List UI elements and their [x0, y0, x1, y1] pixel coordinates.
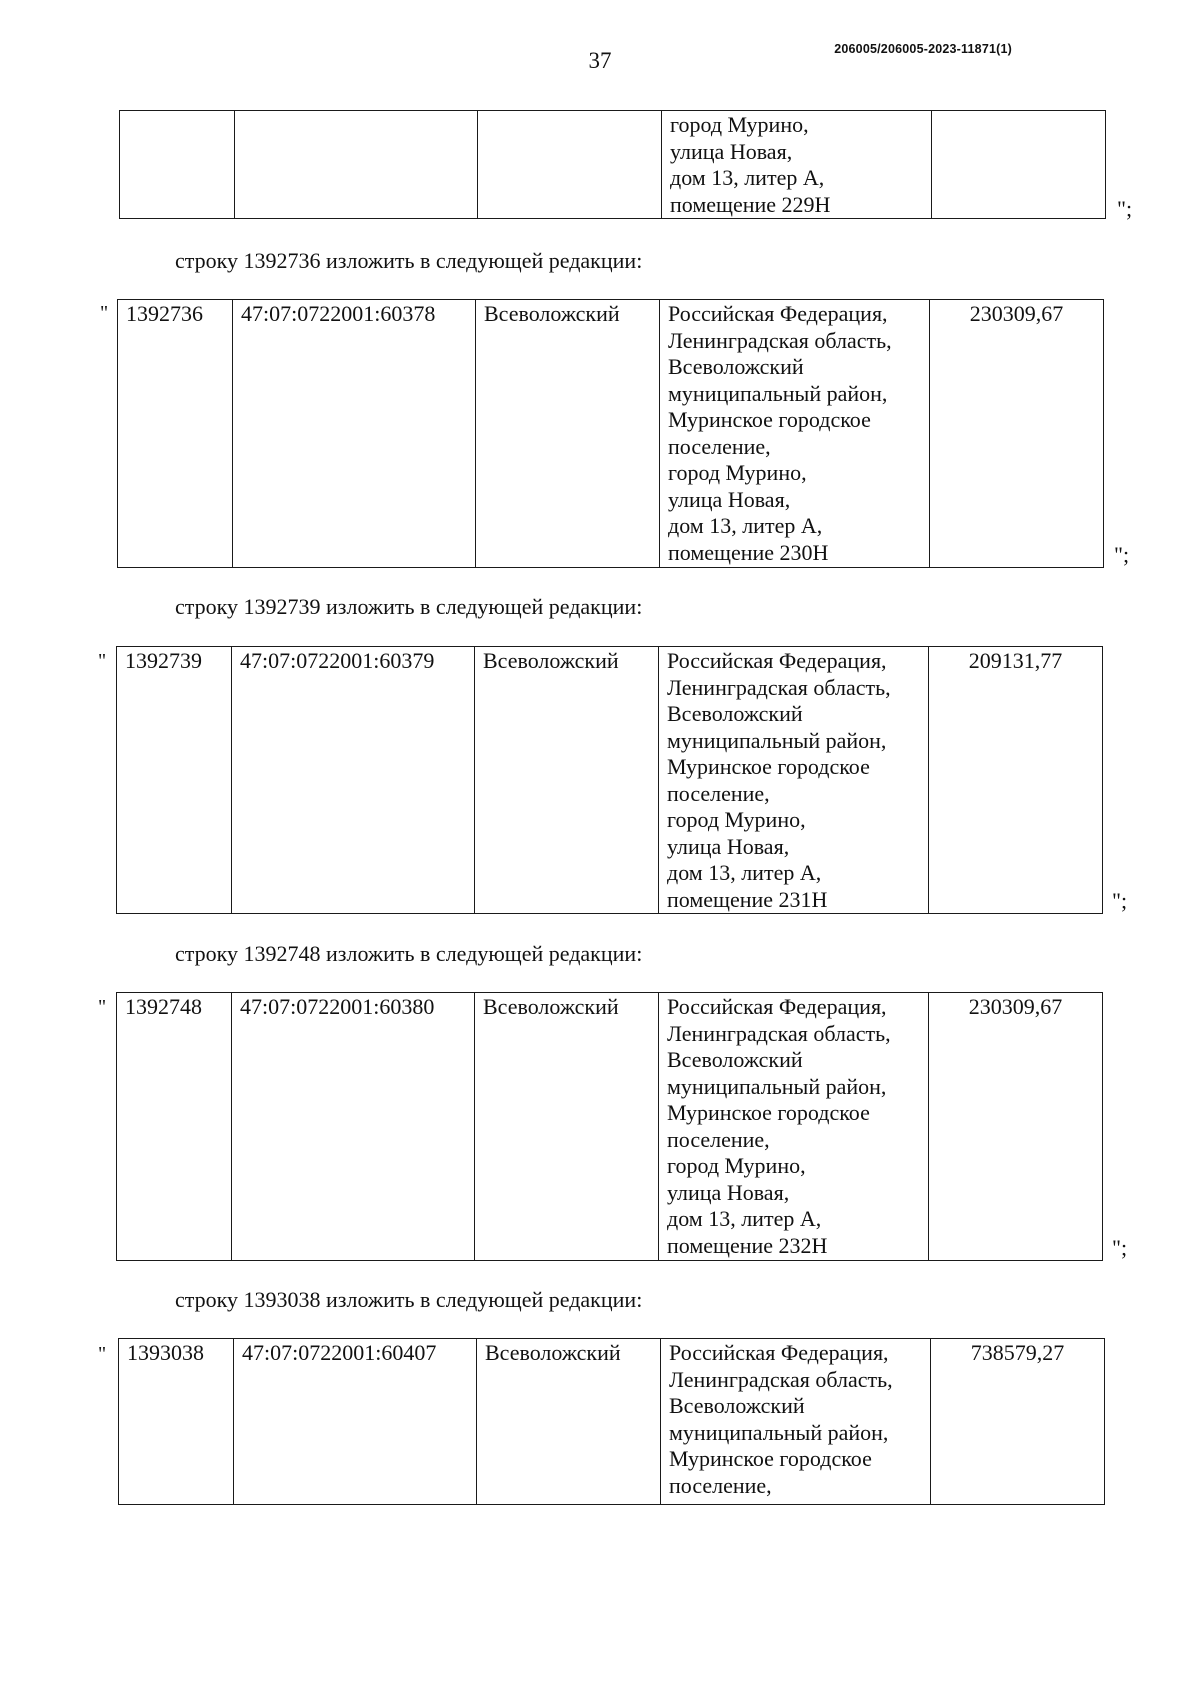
opening-quote-mark: " — [98, 996, 107, 1018]
cell-number: 1392748 — [117, 993, 232, 1261]
address-line: поселение, — [668, 433, 771, 459]
cell-district: Всеволожский — [477, 1339, 661, 1505]
cell-number: 1392739 — [117, 647, 232, 914]
cell-number — [120, 111, 235, 219]
cell-address — [659, 647, 929, 914]
address-line: дом 13, литер А, — [667, 1206, 822, 1231]
opening-quote-mark: " — [100, 302, 109, 324]
address-line: муниципальный район, — [669, 1419, 889, 1445]
continuation-table — [119, 110, 1106, 219]
table-row — [117, 993, 1103, 1261]
cell-district: Всеволожский — [476, 300, 660, 568]
address-line: Всеволожский — [669, 1393, 805, 1418]
address-line: помещение 232Н — [667, 1232, 828, 1258]
cell-district — [478, 111, 662, 219]
cell-address — [659, 993, 929, 1261]
instruction-text: строку 1393038 изложить в следующей редакции: — [175, 1287, 643, 1312]
cell-address — [662, 111, 932, 219]
cell-district: Всеволожский — [475, 647, 659, 914]
opening-quote-mark: " — [98, 650, 107, 672]
closing-quote-mark: "; — [1112, 888, 1128, 913]
cell-address — [661, 1339, 931, 1505]
page-number: 37 — [588, 48, 612, 73]
table-row — [117, 647, 1103, 914]
address-line: помещение 230Н — [668, 539, 829, 565]
replacement-table — [117, 299, 1104, 568]
address-line: Ленинградская область, — [667, 674, 891, 700]
address-line: дом 13, литер А, — [668, 513, 823, 538]
cell-value: 230309,67 — [929, 993, 1103, 1261]
address-line: город Мурино, — [667, 807, 806, 832]
cell-cadastral: 47:07:0722001:60379 — [232, 647, 475, 914]
instruction-text: строку 1392748 изложить в следующей редакции: — [175, 941, 643, 966]
table-row — [119, 1339, 1105, 1505]
replacement-table — [118, 1338, 1105, 1505]
cell-number: 1393038 — [119, 1339, 234, 1505]
replacement-table — [116, 646, 1103, 914]
closing-quote-mark: "; — [1112, 1235, 1128, 1260]
cell-value: 209131,77 — [929, 647, 1103, 914]
address-line: дом 13, литер А, — [670, 165, 825, 190]
cell-cadastral: 47:07:0722001:60378 — [233, 300, 476, 568]
address-line: помещение 231Н — [667, 886, 828, 912]
cell-cadastral — [235, 111, 478, 219]
closing-quote-mark: "; — [1114, 542, 1130, 567]
instruction-text: строку 1392739 изложить в следующей редакции: — [175, 594, 643, 619]
address-line: город Мурино, — [670, 112, 809, 137]
address-line: Муринское городское — [669, 1446, 872, 1471]
cell-cadastral: 47:07:0722001:60407 — [234, 1339, 477, 1505]
address-line: дом 13, литер А, — [667, 860, 822, 885]
address-line: Российская Федерация, — [668, 301, 888, 326]
address-line: Муринское городское — [667, 1100, 870, 1125]
cell-value: 738579,27 — [931, 1339, 1105, 1505]
address-line: Муринское городское — [668, 407, 871, 432]
address-line: Всеволожский — [667, 1047, 803, 1072]
cell-district: Всеволожский — [475, 993, 659, 1261]
address-line: Ленинградская область, — [668, 327, 892, 353]
address-line: Российская Федерация, — [667, 994, 887, 1019]
cell-cadastral: 47:07:0722001:60380 — [232, 993, 475, 1261]
table-row — [120, 111, 1106, 219]
address-line: улица Новая, — [667, 833, 790, 859]
table-row — [118, 300, 1104, 568]
address-line: поселение, — [667, 780, 770, 806]
address-line: муниципальный район, — [667, 1073, 887, 1099]
address-line: муниципальный район, — [667, 727, 887, 753]
address-line: Всеволожский — [668, 354, 804, 379]
cell-value: 230309,67 — [930, 300, 1104, 568]
address-line: Российская Федерация, — [669, 1340, 889, 1365]
instruction-text: строку 1392736 изложить в следующей редакции: — [175, 248, 643, 273]
address-line: улица Новая, — [668, 486, 791, 512]
address-line: поселение, — [669, 1472, 772, 1498]
address-line: помещение 229Н — [670, 191, 831, 217]
address-line: город Мурино, — [668, 460, 807, 485]
address-line: муниципальный район, — [668, 380, 888, 406]
address-line: Ленинградская область, — [669, 1366, 893, 1392]
address-line: улица Новая, — [667, 1179, 790, 1205]
document-id: 206005/206005-2023-11871(1) — [834, 42, 1012, 56]
address-line: улица Новая, — [670, 138, 793, 164]
address-line: Ленинградская область, — [667, 1020, 891, 1046]
replacement-table — [116, 992, 1103, 1261]
cell-value — [932, 111, 1106, 219]
address-line: город Мурино, — [667, 1153, 806, 1178]
address-line: Муринское городское — [667, 754, 870, 779]
address-line: поселение, — [667, 1126, 770, 1152]
cell-address — [660, 300, 930, 568]
address-line: Российская Федерация, — [667, 648, 887, 673]
closing-quote-mark: "; — [1117, 196, 1133, 221]
address-line: Всеволожский — [667, 701, 803, 726]
opening-quote-mark: " — [98, 1343, 107, 1365]
cell-number: 1392736 — [118, 300, 233, 568]
